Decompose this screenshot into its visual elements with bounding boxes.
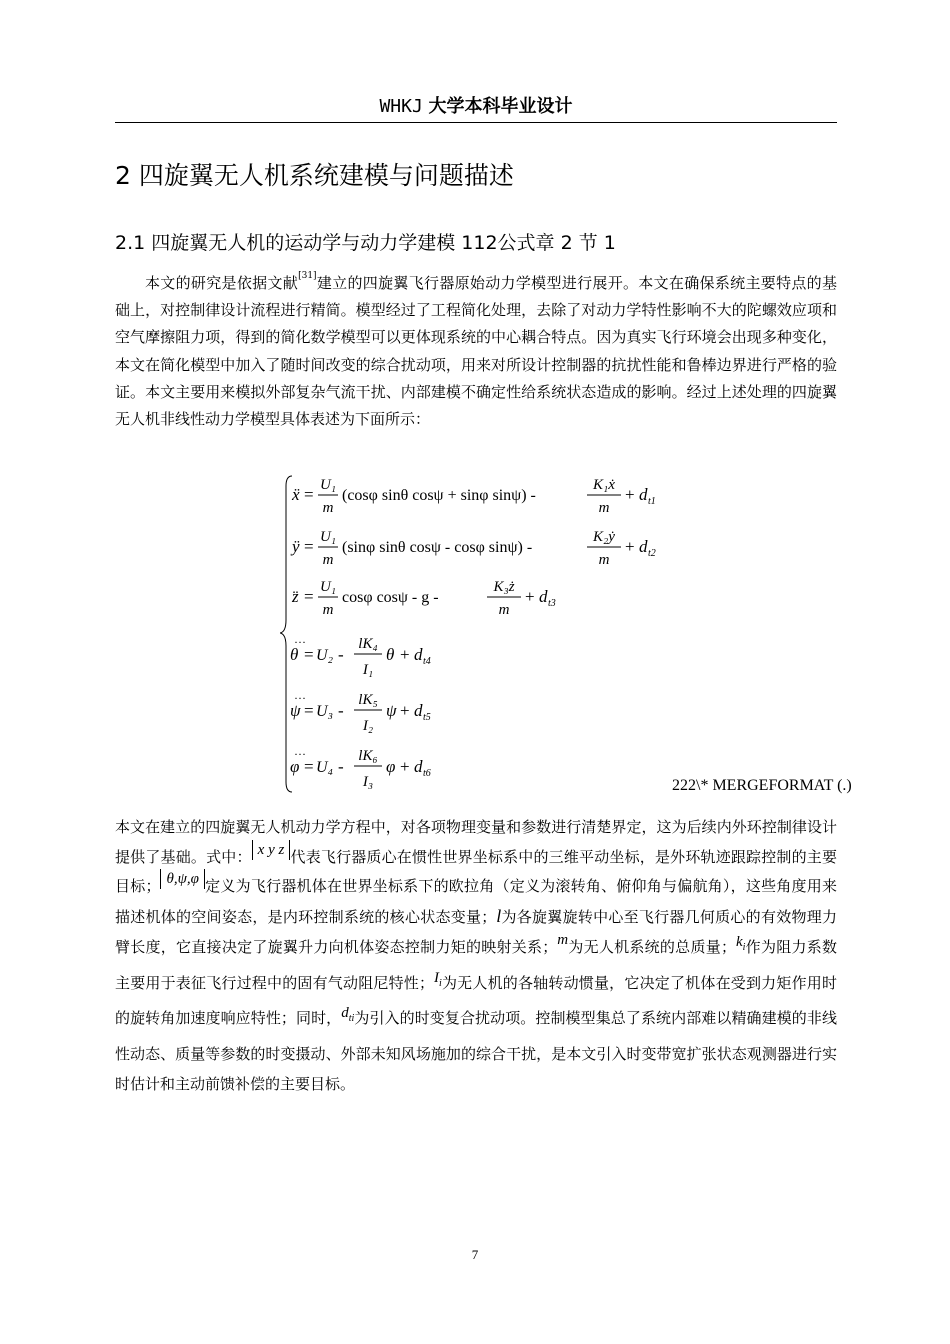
- fraction-denominator: m: [322, 500, 334, 516]
- damping-denominator: m: [598, 500, 610, 516]
- minus-sign: -: [338, 701, 344, 720]
- equals-sign: =: [304, 537, 314, 556]
- equation-lhs: ẍ: [292, 485, 300, 504]
- equals-sign: =: [304, 485, 314, 504]
- equation-main-term: cosφ cosψ - g -: [342, 589, 439, 606]
- citation-ref[interactable]: [31]: [298, 271, 317, 281]
- plus-sign: +: [400, 645, 410, 664]
- fraction-numerator: U₁: [319, 477, 337, 493]
- def-text-7: 为无人机的各轴转动惯量，它决定了机体在受到力矩作用时的旋转角加速度响应特性；同时，: [115, 973, 837, 1028]
- def-text-6: 作为阻力系数主要用于表征飞行过程中的固有气动阻尼特性；: [115, 937, 837, 992]
- def-text-2: 代表飞行器质心在惯性世界坐标系中的三维平动坐标，是外环轨迹跟踪控制的主要目标；: [115, 847, 837, 896]
- equation-brace: [280, 476, 292, 792]
- def-text-8: 为引入的时变复合扰动项。控制模型集总了系统内部难以精确建模的非线性动态、质量等参数的时变摄动、外部未知风场施加的综合干扰，是本文引入时变带宽扩张状态观测器进行实时估计和主动前馈补偿的主要目标。: [115, 1009, 837, 1093]
- disturbance-subscript: t1: [648, 496, 656, 507]
- triple-dot: ···: [294, 691, 306, 705]
- inertia-numerator: lK₆: [358, 748, 378, 764]
- equals-sign: =: [304, 757, 314, 776]
- equation-number: 222\* MERGEFORMAT (.): [672, 777, 852, 794]
- equation-main-term: (cosφ sinθ cosψ + sinφ sinψ) -: [342, 487, 536, 504]
- damping-denominator: m: [598, 552, 610, 568]
- disturbance-term: d: [639, 485, 648, 504]
- dynamics-equation: [280, 470, 700, 800]
- disturbance-term: d: [414, 701, 423, 720]
- inertia-numerator: lK₄: [358, 636, 378, 652]
- symbol-m: m: [557, 931, 569, 948]
- paragraph-intro-text-b: 建立的四旋翼飞行器原始动力学模型进行展开。本文在确保系统主要特点的基础上，对控制律设计流程进行精简。模型经过了工程简化处理，去除了对动力学特性影响不大的陀螺效应项和空气摩擦阻力项，得到的简化数学模型可以更体现系统的中心耦合特点。因为真实飞行环境会出现多种变化，本文在简化模型中加入了随时间改变的综合扰动项，用来对所设计控制器的抗扰性能和鲁棒边界进行严格的验证。本文主要用来模拟外部复杂气流干扰、内部建模不确定性给系统状态造成的影响。经过上述处理的四旋翼无人机非线性动力学模型具体表述为下面所示：: [115, 274, 837, 429]
- inertia-denominator: I₁: [362, 662, 374, 678]
- angle-variable: φ: [386, 757, 396, 776]
- equation-lhs: θ: [290, 645, 299, 664]
- symbol-d-base: d: [341, 1005, 349, 1022]
- subsection-title: 2.1 四旋翼无人机的运动学与动力学建模 112公式章 2 节 1: [115, 232, 616, 254]
- fraction-numerator: U₁: [319, 579, 337, 595]
- symbol-I: [434, 969, 442, 989]
- disturbance-term: d: [639, 537, 648, 556]
- paragraph-definitions: [115, 813, 837, 1099]
- minus-sign: -: [338, 645, 344, 664]
- paragraph-intro: [115, 270, 837, 433]
- damping-numerator: K₂ẏ: [593, 529, 615, 545]
- equals-sign: =: [304, 587, 314, 606]
- control-input: U₃: [316, 703, 334, 720]
- header-rule: [115, 122, 837, 123]
- fraction-denominator: m: [322, 552, 334, 568]
- plus-sign: +: [525, 587, 535, 606]
- equation-lhs: ψ: [290, 701, 301, 720]
- disturbance-subscript: t4: [423, 656, 431, 667]
- disturbance-subscript: t3: [548, 598, 556, 609]
- equation-main-term: (sinφ sinθ cosψ - cosφ sinψ) -: [342, 539, 533, 556]
- symbol-d-sub: ti: [348, 1013, 355, 1025]
- symbol-k: [735, 933, 746, 953]
- symbol-k-base: k: [735, 933, 743, 950]
- minus-sign: -: [338, 757, 344, 776]
- disturbance-subscript: t6: [423, 768, 431, 779]
- equals-sign: =: [304, 645, 314, 664]
- euler-vector: θ,ψ,φ: [160, 869, 204, 889]
- triple-dot: ···: [294, 747, 306, 761]
- symbol-l: l: [496, 906, 502, 927]
- angle-variable: ψ: [386, 701, 397, 720]
- section-title: 2 四旋翼无人机系统建模与问题描述: [115, 161, 514, 190]
- page-number: 7: [471, 1247, 479, 1262]
- control-input: U₂: [316, 647, 334, 664]
- header-title: 大学本科毕业设计: [428, 96, 573, 117]
- plus-sign: +: [625, 537, 635, 556]
- symbol-I-base: I: [434, 969, 439, 986]
- plus-sign: +: [400, 701, 410, 720]
- symbol-k-sub: i: [742, 941, 746, 953]
- symbol-I-sub: i: [439, 977, 442, 989]
- plus-sign: +: [625, 485, 635, 504]
- equals-sign: =: [304, 701, 314, 720]
- inertia-denominator: I₃: [362, 774, 374, 790]
- disturbance-term: d: [539, 587, 548, 606]
- inertia-denominator: I₂: [362, 718, 374, 734]
- control-input: U₄: [316, 759, 334, 776]
- triple-dot: ···: [294, 635, 306, 649]
- header-latin: WHKJ: [379, 96, 423, 117]
- disturbance-term: d: [414, 757, 423, 776]
- symbol-d: [341, 1005, 355, 1025]
- inertia-numerator: lK₅: [358, 692, 378, 708]
- equation-lhs: φ: [290, 757, 300, 776]
- fraction-numerator: U₁: [319, 529, 337, 545]
- page-header: [115, 94, 837, 120]
- fraction-denominator: m: [322, 602, 334, 618]
- disturbance-term: d: [414, 645, 423, 664]
- def-text-1: 本文在建立的四旋翼无人机动力学方程中，对各项物理变量和参数进行清楚界定，这为后续内外环控制律设计提供了基础。式中：: [115, 818, 837, 866]
- position-vector: x y z: [252, 840, 291, 860]
- angle-variable: θ: [386, 645, 395, 664]
- disturbance-subscript: t2: [648, 548, 656, 559]
- equation-lhs: z̈: [292, 587, 299, 606]
- disturbance-subscript: t5: [423, 712, 431, 723]
- def-text-5: 为无人机系统的总质量；: [568, 937, 736, 956]
- def-text-3: 定义为飞行器机体在世界坐标系下的欧拉角（定义为滚转角、俯仰角与偏航角），这些角度用来描述机体的空间姿态，是内环控制系统的核心状态变量；: [115, 877, 837, 927]
- equation-lhs: ÿ: [292, 537, 300, 556]
- paragraph-intro-text-a: 本文的研究是依据文献: [145, 274, 299, 292]
- damping-numerator: K₃ż: [493, 579, 515, 595]
- damping-numerator: K₁ẋ: [593, 477, 615, 493]
- damping-denominator: m: [498, 602, 510, 618]
- def-text-4: 为各旋翼旋转中心至飞行器几何质心的有效物理力臂长度，它直接决定了旋翼升力向机体姿态控制力矩的映射关系；: [115, 908, 837, 956]
- plus-sign: +: [400, 757, 410, 776]
